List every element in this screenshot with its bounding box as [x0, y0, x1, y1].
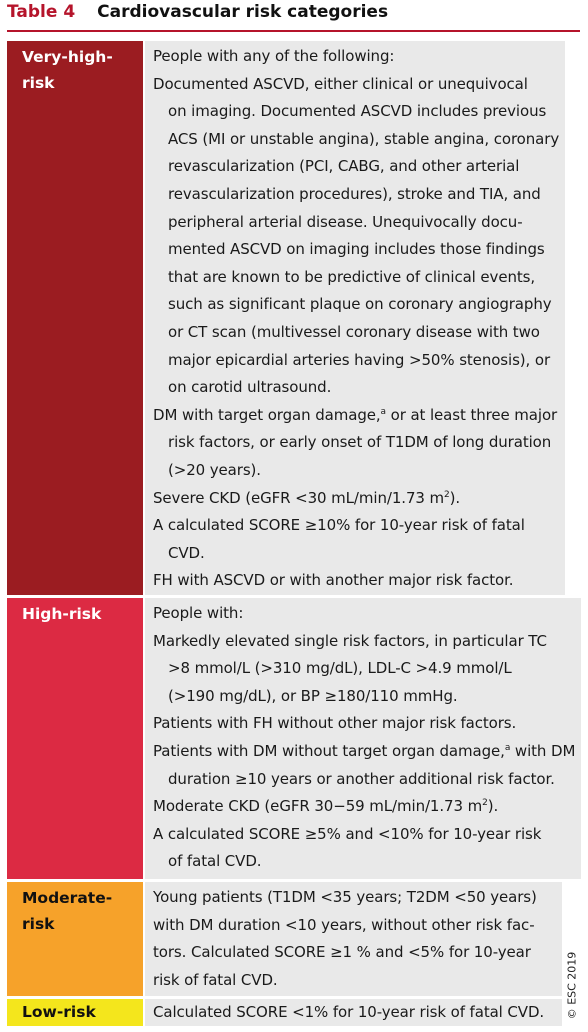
- criteria-line: ACS (MI or unstable angina), stable angina, coronary: [168, 129, 560, 148]
- criteria-text: Moderate CKD (eGFR 30−59 mL/min/1.73 m: [153, 797, 483, 816]
- category-label-very-high-risk: [7, 41, 145, 595]
- criteria-very-high-risk: [145, 41, 565, 595]
- criteria-line: Patients with FH without other major risk factors.: [153, 714, 517, 733]
- criteria-line: on imaging. Documented ASCVD includes previous: [168, 102, 547, 121]
- criteria-text: ).: [449, 488, 461, 507]
- criteria-line: revascularization (PCI, CABG, and other arterial: [168, 157, 520, 176]
- criteria-line: that are known to be predictive of clinical events,: [168, 267, 536, 286]
- category-label-high-risk: [7, 598, 145, 879]
- criteria-line: of fatal CVD.: [168, 852, 262, 871]
- criteria-low-risk: [145, 999, 562, 1026]
- criteria-line: with DM duration <10 years, without other risk fac-: [153, 915, 535, 934]
- criteria-line: FH with ASCVD or with another major risk factor.: [153, 571, 514, 590]
- criteria-moderate-risk: [145, 882, 562, 996]
- criteria-line: peripheral arterial disease. Unequivocally docu-: [168, 212, 523, 231]
- superscript: 2: [482, 798, 488, 809]
- copyright-text: © ESC 2019: [565, 951, 579, 1019]
- row-low-risk: [7, 999, 562, 1026]
- criteria-line: People with:: [153, 604, 244, 622]
- criteria-line: duration ≥10 years or another additional risk factor.: [168, 769, 555, 788]
- criteria-line: (>20 years).: [168, 460, 261, 479]
- criteria-line: risk factors, or early onset of T1DM of long duration: [168, 433, 552, 452]
- criteria-line: A calculated SCORE ≥10% for 10-year risk of fatal: [153, 516, 525, 535]
- criteria-line: CVD.: [168, 543, 205, 562]
- criteria-line: >8 mmol/L (>310 mg/dL), LDL-C >4.9 mmol/L: [168, 659, 512, 678]
- criteria-line: [153, 738, 575, 766]
- row-very-high-risk: [7, 41, 562, 595]
- criteria-line: Documented ASCVD, either clinical or unequivocal: [153, 74, 528, 93]
- criteria-line: or CT scan (multivessel coronary disease with two: [168, 322, 540, 341]
- label-line: risk: [22, 74, 55, 92]
- criteria-text: or at least three major: [385, 405, 558, 424]
- criteria-text: ).: [487, 797, 499, 816]
- label-line: Moderate-risk: [22, 889, 113, 933]
- criteria-line: A calculated SCORE ≥5% and <10% for 10-year risk: [153, 824, 542, 843]
- row-high-risk: [7, 598, 576, 879]
- criteria-line: [153, 793, 575, 821]
- criteria-text: Severe CKD (eGFR <30 mL/min/1.73 m: [153, 488, 445, 507]
- table-title-row: [7, 2, 388, 30]
- category-label-moderate-risk: [7, 882, 145, 996]
- label-line: Low-risk: [22, 1003, 96, 1021]
- criteria-line: risk of fatal CVD.: [153, 970, 278, 989]
- footnote-marker: a: [504, 742, 511, 753]
- criteria-line: (>190 mg/dL), or BP ≥180/110 mmHg.: [168, 686, 458, 705]
- criteria-text: Patients with DM without target organ damage,: [153, 741, 505, 760]
- criteria-line: [153, 402, 559, 430]
- criteria-line: [153, 485, 559, 513]
- label-line: Very-high-: [22, 48, 113, 66]
- criteria-line: major epicardial arteries having >50% stenosis), or: [168, 350, 551, 369]
- table-number: Table 4: [7, 2, 76, 22]
- criteria-line: such as significant plaque on coronary angiography: [168, 295, 552, 314]
- category-label-low-risk: [7, 999, 145, 1026]
- criteria-line: revascularization procedures), stroke and TIA, and: [168, 184, 541, 203]
- criteria-line: Markedly elevated single risk factors, in particular TC: [153, 631, 547, 650]
- criteria-line: People with any of the following:: [153, 47, 395, 65]
- criteria-text: with DM: [510, 741, 576, 760]
- label-line: High-risk: [22, 605, 102, 623]
- criteria-line: Young patients (T1DM <35 years; T2DM <50 years): [153, 888, 537, 906]
- copyright-notice: [560, 945, 584, 1025]
- title-rule: [7, 30, 580, 32]
- superscript: 2: [444, 489, 450, 500]
- table-title: Cardiovascular risk categories: [97, 2, 389, 22]
- criteria-line: mented ASCVD on imaging includes those findings: [168, 240, 545, 259]
- criteria-line: tors. Calculated SCORE ≥1 % and <5% for 10-year: [153, 943, 531, 962]
- criteria-line: on carotid ultrasound.: [168, 378, 332, 397]
- row-moderate-risk: [7, 882, 562, 996]
- criteria-high-risk: [145, 598, 581, 879]
- criteria-line: Calculated SCORE <1% for 10-year risk of fatal CVD.: [153, 1003, 545, 1021]
- criteria-text: DM with target organ damage,: [153, 405, 381, 424]
- footnote-marker: a: [380, 406, 386, 417]
